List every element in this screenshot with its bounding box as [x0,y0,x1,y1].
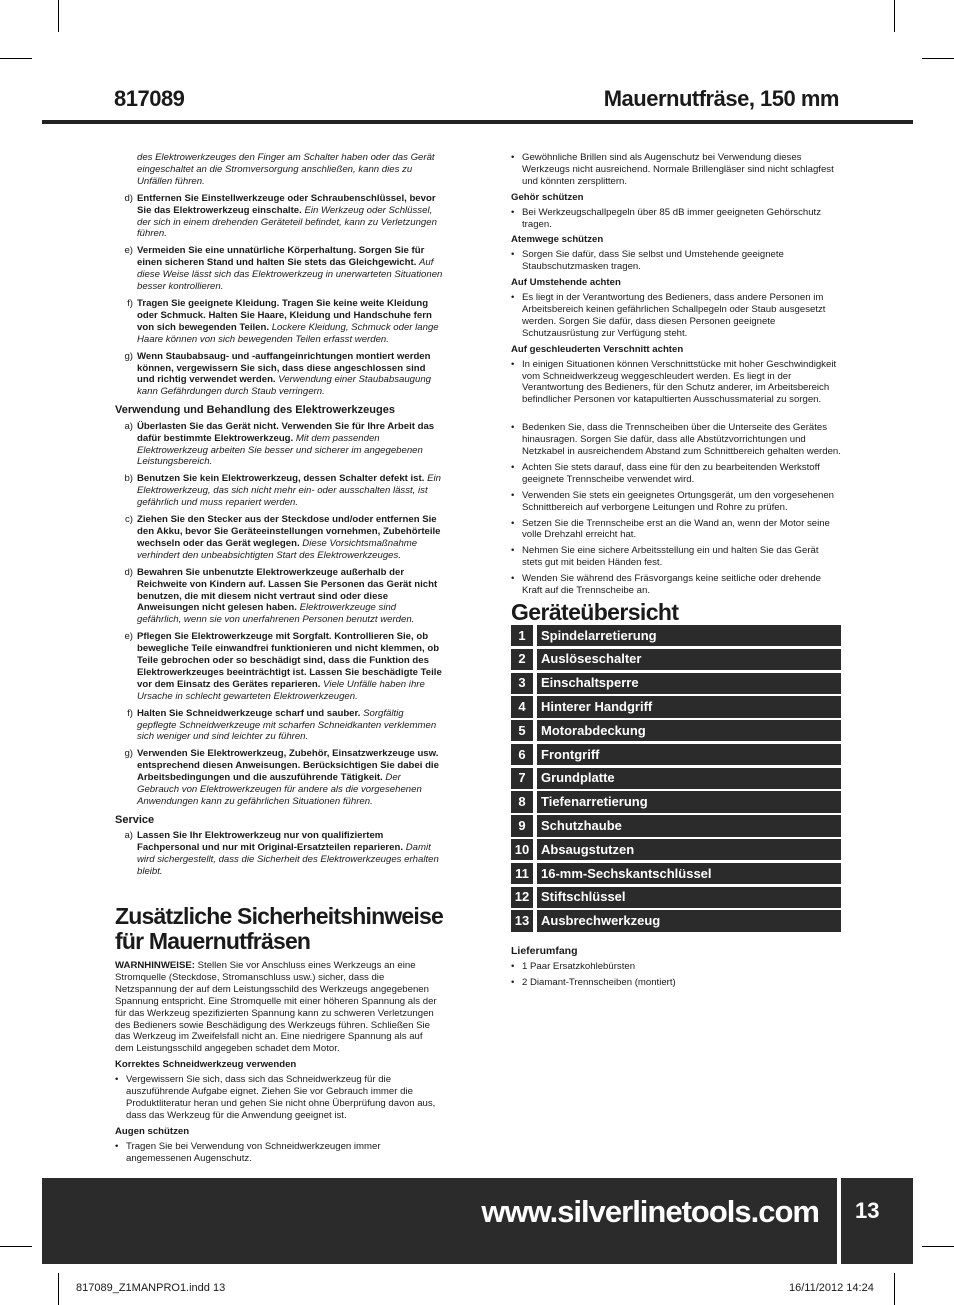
debris-heading: Auf geschleuderten Verschnitt achten [511,343,684,355]
crop-mark [0,1246,32,1247]
bullet-item: • Verwenden Sie stets ein geeignetes Ortungsgerät, um den vorgesehenen Schnittbereich auf verborgene Leitungen und Rohre zu prüfen. [511,490,841,514]
overview-label: Motorabdeckung [537,720,841,741]
bullet-item: • 2 Diamant-Trennscheiben (montiert) [511,977,841,989]
item-italic-text: Elektrowerkzeuge sind gefährlich, wenn sie von unerfahrenen Personen benutzt werden. [137,602,415,626]
item-bold-text: Ziehen Sie den Stecker aus der Steckdose und/oder entfernen Sie den Akku, bevor Sie Geräteeinstellungen vornehmen, Zubehörteile wechseln oder das Gerät weglegen. [137,514,441,549]
header-rule [42,120,913,124]
overview-row [511,839,841,860]
warning-paragraph: WARNHINWEISE: Stellen Sie vor Anschluss eines Werkzeugs an eine Stromquelle (Steckdose, Stromanschluss usw.) sicher, dass die Netzspannung der auf dem Leistungsschild des Werkzeugs angegebenen Spannung entspricht. Eine Stromquelle mit einer höheren Spannung als der für das Werkzeug spezifizierten Spannung kann zu schweren Verletzungen des Bedieners sowie Beschädigung des Werkzeugs führen. Schließen Sie das Werkzeug im Zweifelsfall nicht an. Eine niedrigere Spannung als auf dem Leistungsschild angegeben schadet dem Motor. [115,960,437,1055]
overview-label: Einschaltsperre [537,673,841,694]
item-italic-text: Damit wird sichergestellt, dass die Sicherheit des Elektrowerkzeuges erhalten bleibt. [137,842,439,878]
item-label: d) [124,566,133,578]
bullet-item: • Setzen Sie die Trennscheibe erst an die Wand an, wenn der Motor seine volle Drehzahl erreicht hat. [511,518,841,542]
overview-number: 13 [511,910,533,931]
item-label: f) [127,297,133,309]
eyes-heading: Augen schützen [115,1125,190,1137]
eyes-list [115,1141,443,1165]
service-list [115,830,443,878]
overview-number: 6 [511,744,533,765]
glasses-list [511,152,841,188]
item-bold-text: Verwenden Sie Elektrowerkzeug, Zubehör, Einsatzwerkzeuge usw. entsprechend diesen Anweisungen. Berücksichtigen Sie dabei die Arbeitsbedingungen und die auszuführende Tätigkeit. [137,748,439,784]
item-label: a) [124,830,133,842]
footer-bar [42,1178,837,1264]
use-heading: Verwendung und Behandlung des Elektrowerkzeuges [115,404,395,417]
item-label: b) [124,473,133,485]
overview-row [511,696,841,717]
print-slug-date: 16/11/2012 14:24 [789,1282,874,1294]
list-item [115,514,443,562]
overview-number: 12 [511,887,533,908]
item-bold-text: Wenn Staubabsaug- und -auffangeinrichtungen montiert werden können, vergewissern Sie sich, dass diese angeschlossen sind und richtig verwendet werden. [137,350,431,386]
item-bold-text: Entfernen Sie Einstellwerkzeuge oder Schraubenschlüssel, bevor Sie das Elektrowerkzeug einschalte. [137,192,436,216]
item-label: g) [124,748,133,760]
right-column [511,152,841,992]
crop-mark [0,58,32,59]
overview-row [511,744,841,765]
crop-mark [894,0,895,32]
item-italic-text: Viele Unfälle haben ihre Ursache in schlecht gewarteten Elektrowerkzeugen. [137,678,425,702]
service-heading: Service [115,813,155,826]
list-item [115,830,443,878]
extra-safety-heading: Zusätzliche Sicherheitshinweise für Mauernutfräsen [115,903,443,955]
overview-row [511,863,841,884]
overview-row [511,887,841,908]
crop-mark [922,1246,954,1247]
overview-label: Tiefenarretierung [537,791,841,812]
scope-list [511,961,841,989]
crop-mark [894,1273,895,1305]
bullet-item: • Tragen Sie bei Verwendung von Schneidwerkzeugen immer angemessenen Augenschutz. [115,1141,443,1165]
item-label: e) [124,245,133,257]
item-italic-text: Diese Vorsichtsmaßnahme verhindert den unbeabsichtigten Start des Elektrowerkzeuges. [137,537,418,561]
overview-number: 10 [511,839,533,860]
list-item [115,421,443,469]
item-italic-text: Der Gebrauch von Elektrowerkzeugen für andere als die vorgesehenen Anwendungen kann zu gefährlichen Situationen führen. [137,772,422,807]
overview-table [511,625,841,932]
overview-number: 3 [511,673,533,694]
intro-continuation: des Elektrowerkzeuges den Finger am Schalter haben oder das Gerät eingeschaltet an die Stromversorgung anschließen, kann dies zu Unfällen führen. [137,152,435,187]
left-column [115,152,443,1169]
correct-tool-heading: Korrektes Schneidwerkzeug verwenden [115,1059,297,1071]
overview-row [511,625,841,646]
overview-heading: Geräteübersicht [511,599,679,625]
overview-number: 2 [511,649,533,670]
overview-row [511,791,841,812]
debris-list [511,359,841,407]
overview-label: Auslöseschalter [537,649,841,670]
overview-label: Frontgriff [537,744,841,765]
crop-mark [58,1273,59,1305]
bullet-item: • Achten Sie stets darauf, dass eine für den zu bearbeitenden Werkstoff geeignete Trennscheibe verwendet wird. [511,462,841,486]
overview-number: 11 [511,863,533,884]
overview-label: Schutzhaube [537,815,841,836]
list-item [115,351,443,399]
product-title: Mauernutfräse, 150 mm [603,86,839,111]
item-italic-text: Auf diese Weise lässt sich das Elektrowerkzeug in unerwarteten Situationen besser kontrollieren. [137,257,443,293]
item-bold-text: Lassen Sie Ihr Elektrowerkzeug nur von qualifiziertem Fachpersonal und nur mit Original-Ersatzteilen reparieren. [137,830,404,854]
item-label: e) [124,631,133,643]
website-link[interactable]: www.silverlinetools.com [481,1194,819,1229]
airway-heading: Atemwege schützen [511,234,604,246]
item-label: a) [124,420,133,432]
item-bold-text: Überlasten Sie das Gerät nicht. Verwenden Sie für Ihre Arbeit das dafür bestimmte Elektrowerkzeug. [137,420,435,444]
item-label: f) [127,707,133,719]
list-item [115,748,443,808]
overview-number: 9 [511,815,533,836]
overview-label: Ausbrechwerkzeug [537,910,841,931]
bullet-item: • Gewöhnliche Brillen sind als Augenschutz bei Verwendung dieses Werkzeugs nicht ausreichend. Normale Brillengläser sind nicht schlagfest und könnten zersplittern. [511,152,841,188]
correct-tool-list [115,1074,443,1122]
item-italic-text: Mit dem passenden Elektrowerkzeug arbeiten Sie besser und sicherer im angegebenen Leistungsbereich. [137,432,423,468]
general-safety-list [511,422,841,597]
list-item [115,473,443,509]
item-label: c) [125,514,133,526]
overview-row [511,720,841,741]
item-label: g) [124,350,133,362]
bullet-item: • Sorgen Sie dafür, dass Sie selbst und Umstehende geeignete Staubschutzmasken tragen. [511,249,841,273]
overview-label: 16-mm-Sechskantschlüssel [537,863,841,884]
bystander-heading: Auf Umstehende achten [511,277,621,289]
print-slug-file: 817089_Z1MANPRO1.indd 13 [76,1282,226,1294]
hearing-list [511,207,841,231]
item-italic-text: Sorgfältig gepflegte Schneidwerkzeuge mit scharfen Schneidkanten verklemmen sich weniger und sind leichter zu führen. [137,707,437,743]
use-list [115,421,443,808]
item-bold-text: Pflegen Sie Elektrowerkzeuge mit Sorgfalt. Kontrollieren Sie, ob bewegliche Teile einwandfrei funktionieren und nicht klemmen, ob Teile gebrochen oder so beschädigt sind, dass die Funktion des Elektrowerkzeuges beeinträchtigt ist. Lassen Sie beschädigte Teile vor dem Einsatz des Gerätes reparieren. [137,631,442,690]
list-item [115,567,443,627]
overview-number: 5 [511,720,533,741]
overview-number: 1 [511,625,533,646]
page-header [42,86,913,120]
safety-list [115,193,443,399]
hearing-heading: Gehör schützen [511,191,584,203]
page-number: 13 [855,1198,880,1223]
overview-label: Absaugstutzen [537,839,841,860]
bullet-item: • Es liegt in der Verantwortung des Bedieners, dass andere Personen im Arbeitsbereich keinen gefährlichen Schallpegeln oder Staub ausgesetzt werden. Sorgen Sie dafür, dass diesen Personen geeignete Schutzausrüstung zur Verfügung steht. [511,292,841,340]
overview-label: Stiftschlüssel [537,887,841,908]
overview-number: 8 [511,791,533,812]
item-label: d) [124,192,133,204]
overview-row [511,815,841,836]
item-italic-text: Lockere Kleidung, Schmuck oder lange Haare können von sich bewegenden Teilen erfasst werden. [137,321,439,345]
list-item [115,708,443,744]
scope-heading: Lieferumfang [511,944,578,957]
bullet-item: • Bedenken Sie, dass die Trennscheiben über die Unterseite des Gerätes hinausragen. Sorgen Sie dafür, dass alle Abstützvorrichtungen und Netzkabel in ausreichendem Abstand zum Schnittbereich gehalten werden. [511,422,841,458]
overview-number: 4 [511,696,533,717]
list-item [115,245,443,293]
item-italic-text: Ein Werkzeug oder Schlüssel, der sich in einem drehenden Geräteteil befindet, kann zu Verletzungen führen. [137,204,437,240]
bullet-item: • 1 Paar Ersatzkohlebürsten [511,961,841,973]
bullet-item: • Wenden Sie während des Fräsvorgangs keine seitliche oder drehende Kraft auf die Trennscheibe an. [511,573,841,597]
overview-row [511,768,841,789]
bullet-item: • Vergewissern Sie sich, dass sich das Schneidwerkzeug für die auszuführende Aufgabe eignet. Ziehen Sie vor Gebrauch immer die Produktliteratur heran und gehen Sie nicht ohne Überprüfung davon aus, dass das Werkzeug für die Anwendung geeignet ist. [115,1074,443,1122]
overview-row [511,910,841,931]
bullet-item: • In einigen Situationen können Verschnittstücke mit hoher Geschwindigkeit vom Schneidwerkzeug weggeschleudert werden. Es liegt in der Verantwortung des Bedieners, für den Schutz anderer, im Arbeitsbereich befindlicher Personen vor katapultierten Ausschussmaterial zu sorgen. [511,359,841,407]
bullet-item: • Bei Werkzeugschallpegeln über 85 dB immer geeigneten Gehörschutz tragen. [511,207,841,231]
item-bold-text: Tragen Sie geeignete Kleidung. Tragen Sie keine weite Kleidung oder Schmuck. Halten Sie Haare, Kleidung und Handschuhe fern von sich bewegenden Teilen. [137,297,432,333]
overview-label: Spindelarretierung [537,625,841,646]
item-bold-text: Halten Sie Schneidwerkzeuge scharf und sauber. [137,707,361,719]
page-number-box [841,1178,913,1264]
overview-label: Hinterer Handgriff [537,696,841,717]
overview-row [511,673,841,694]
item-italic-text: Ein Elektrowerkzeug, das sich nicht mehr ein- oder ausschalten lässt, ist gefährlich und muss repariert werden. [137,473,441,509]
list-item [115,298,443,346]
bullet-item: • Nehmen Sie eine sichere Arbeitsstellung ein und halten Sie das Gerät stets gut mit beiden Händen fest. [511,545,841,569]
item-bold-text: Benutzen Sie kein Elektrowerkzeug, dessen Schalter defekt ist. [137,473,425,485]
overview-row [511,649,841,670]
bystander-list [511,292,841,340]
item-bold-text: Vermeiden Sie eine unnatürliche Körperhaltung. Sorgen Sie für einen sicheren Stand und halten Sie stets das Gleichgewicht. [137,245,425,269]
list-item [115,193,443,241]
overview-number: 7 [511,768,533,789]
list-item [115,631,443,702]
item-italic-text: Verwendung einer Staubabsaugung kann Gefährdungen durch Staub verringern. [137,374,432,398]
item-bold-text: Bewahren Sie unbenutzte Elektrowerkzeuge außerhalb der Reichweite von Kindern auf. Lassen Sie Personen das Gerät nicht benutzen, die mit diesem nicht vertraut sind oder diese Anweisungen nicht gelesen haben. [137,566,438,614]
crop-mark [922,58,954,59]
product-code: 817089 [114,86,185,111]
airway-list [511,249,841,273]
overview-label: Grundplatte [537,768,841,789]
crop-mark [58,0,59,32]
